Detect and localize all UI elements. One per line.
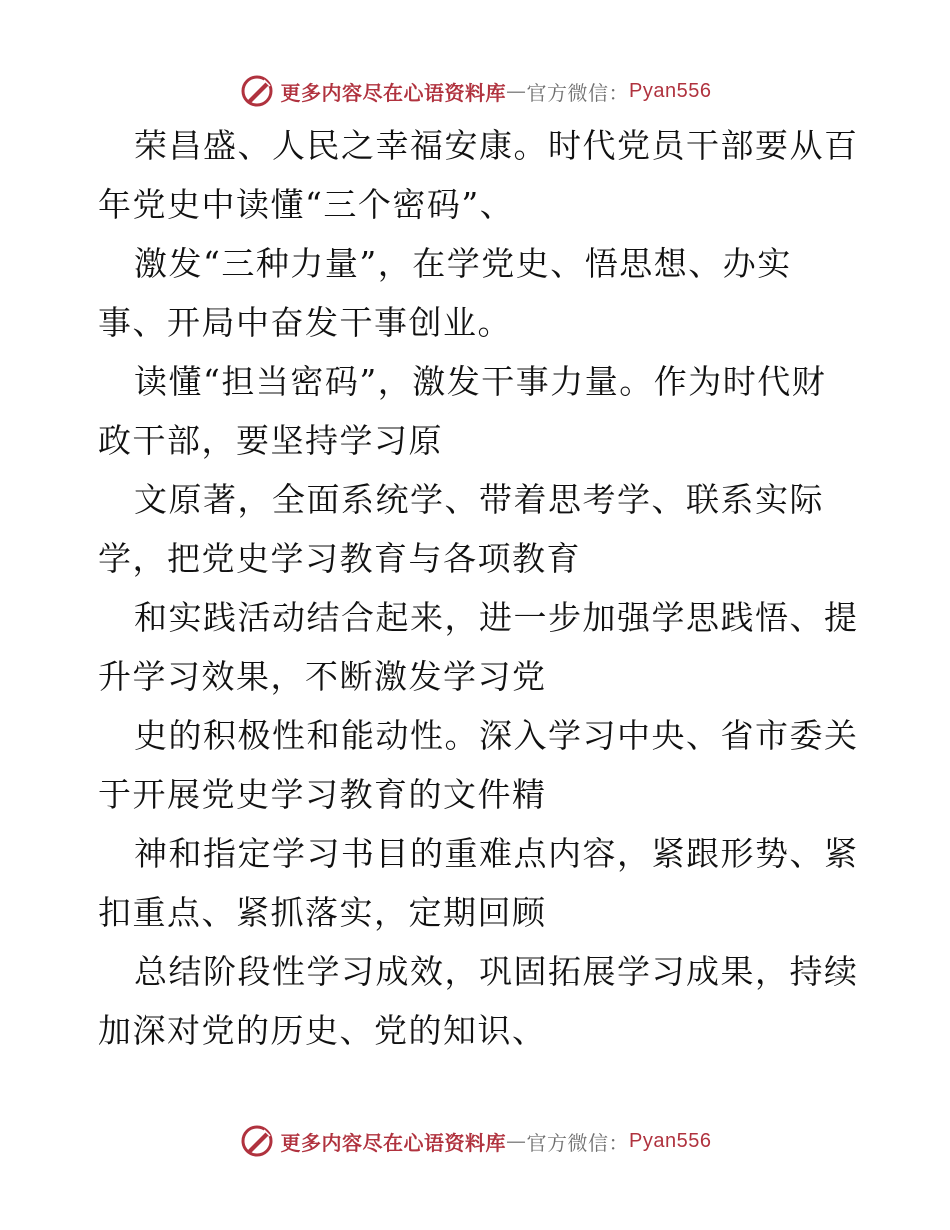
text-line: 文原著，全面系统学、带着思考学、联系实际	[134, 480, 824, 519]
text-line: 和实践活动结合起来，进一步加强学思践悟、提	[134, 598, 859, 637]
text-line: 年党史中读懂“三个密码”、	[98, 185, 515, 224]
watermark-site-name: 更多内容尽在心语资料库	[280, 1130, 507, 1155]
text-line: 于开展党史学习教育的文件精	[98, 775, 547, 814]
text-line: 激发“三种力量”，在学党史、悟思想、办实	[134, 244, 792, 283]
text-line: 读懂“担当密码”，激发干事力量。作为时代财	[134, 362, 827, 401]
text-line: 扣重点、紧抓落实，定期回顾	[98, 893, 547, 932]
text-line: 加深对党的历史、党的知识、	[98, 1011, 547, 1050]
watermark-wechat-id: Pyan556	[629, 1129, 712, 1152]
footer-watermark	[0, 1121, 950, 1161]
quill-pen-logo-icon	[239, 73, 275, 109]
watermark-separator: —	[506, 1129, 527, 1153]
document-body	[98, 116, 858, 1060]
watermark-wechat-id: Pyan556	[629, 79, 712, 102]
text-line: 神和指定学习书目的重难点内容，紧跟形势、紧	[134, 834, 859, 873]
text-line: 升学习效果，不断激发学习党	[98, 657, 547, 696]
header-watermark	[0, 71, 950, 111]
watermark-separator: —	[506, 79, 527, 103]
watermark-wechat-label: 官方微信：	[526, 1130, 630, 1155]
text-line: 史的积极性和能动性。深入学习中央、省市委关	[134, 716, 859, 755]
text-line: 政干部，要坚持学习原	[98, 421, 443, 460]
text-line: 学，把党史学习教育与各项教育	[98, 539, 581, 578]
text-line: 总结阶段性学习成效，巩固拓展学习成果，持续	[134, 952, 859, 991]
quill-pen-logo-icon	[239, 1123, 275, 1159]
watermark-site-name: 更多内容尽在心语资料库	[280, 80, 507, 105]
watermark-wechat-label: 官方微信：	[526, 80, 630, 105]
text-line: 荣昌盛、人民之幸福安康。时代党员干部要从百	[134, 126, 859, 165]
text-line: 事、开局中奋发干事创业。	[98, 303, 512, 342]
